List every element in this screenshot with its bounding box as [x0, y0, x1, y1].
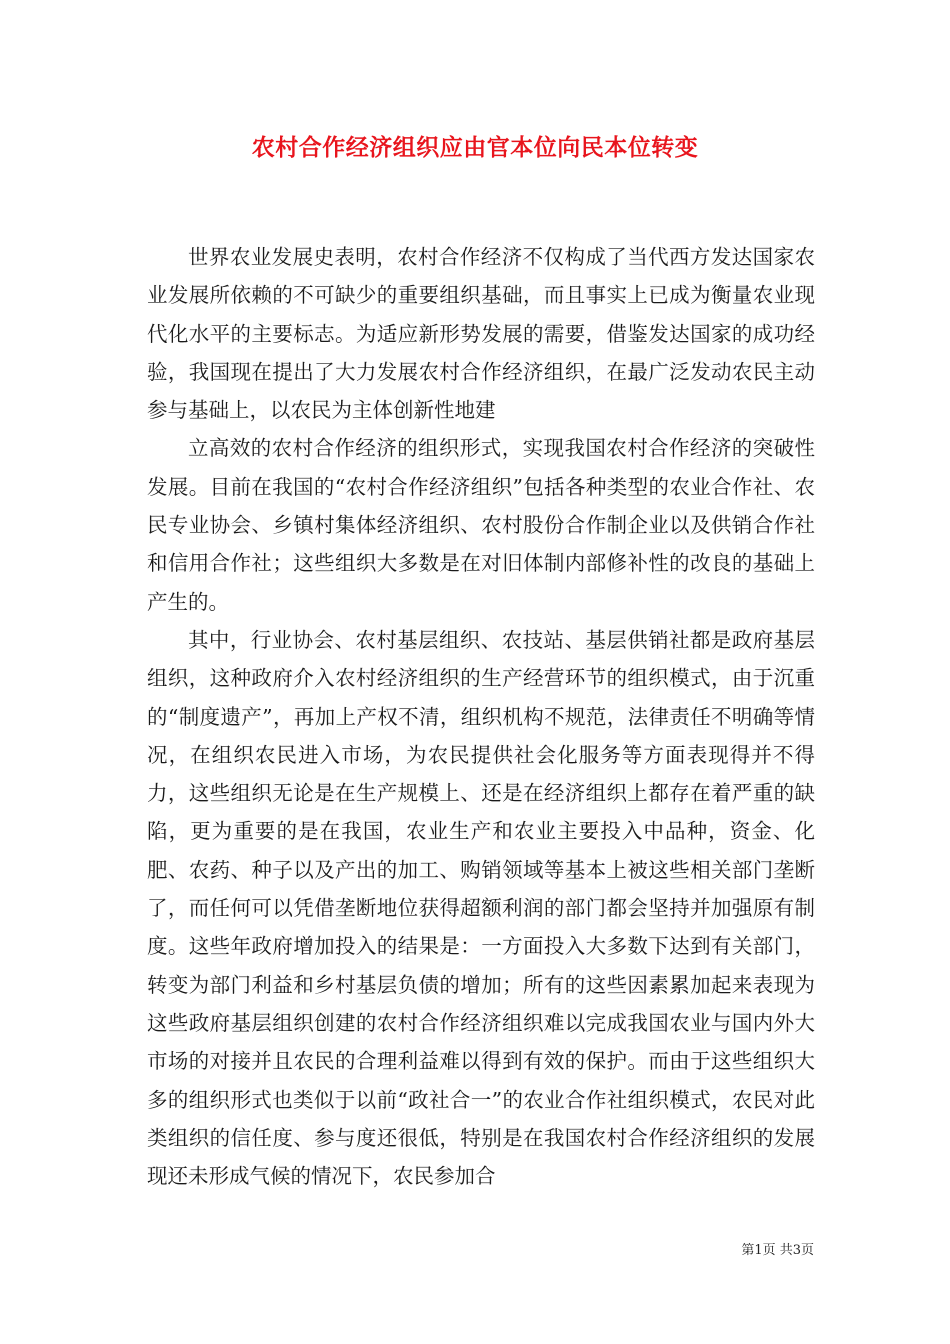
document-title: 农村合作经济组织应由官本位向民本位转变	[251, 134, 699, 161]
document-body	[147, 238, 815, 1195]
paragraph-1: 世界农业发展史表明，农村合作经济不仅构成了当代西方发达国家农业发展所依赖的不可缺少的重要组织基础，而且事实上已成为衡量农业现代化水平的主要标志。为适应新形势发展的需要，借鉴发达国家的成功经验，我国现在提出了大力发展农村合作经济组织，在最广泛发动农民主动参与基础上，以农民为主体创新性地建	[147, 245, 815, 423]
paragraph-2: 立高效的农村合作经济的组织形式，实现我国农村合作经济的突破性发展。目前在我国的“农村合作经济组织”包括各种类型的农业合作社、农民专业协会、乡镇村集体经济组织、农村股份合作制企业以及供销合作社和信用合作社；这些组织大多数是在对旧体制内部修补性的改良的基础上产生的。	[147, 436, 815, 614]
page-number-footer: 第1页 共3页	[741, 1243, 814, 1258]
paragraph-3: 其中，行业协会、农村基层组织、农技站、基层供销社都是政府基层组织，这种政府介入农村经济组织的生产经营环节的组织模式，由于沉重的“制度遗产”，再加上产权不清，组织机构不规范，法律责任不明确等情况，在组织农民进入市场，为农民提供社会化服务等方面表现得并不得力，这些组织无论是在生产规模上、还是在经济组织上都存在着严重的缺陷，更为重要的是在我国，农业生产和农业主要投入中品种，资金、化肥、农药、种子以及产出的加工、购销领域等基本上被这些相关部门垄断了，而任何可以凭借垄断地位获得超额利润的部门都会坚持并加强原有制度。这些年政府增加投入的结果是：一方面投入大多数下达到有关部门，转变为部门利益和乡村基层负债的增加；所有的这些因素累加起来表现为这些政府基层组织创建的农村合作经济组织难以完成我国农业与国内外大市场的对接并且农民的合理利益难以得到有效的保护。而由于这些组织大多的组织形式也类似于以前“政社合一”的农业合作社组织模式，农民对此类组织的信任度、参与度还很低，特别是在我国农村合作经济组织的发展现还未形成气候的情况下，农民参加合	[147, 627, 815, 1189]
